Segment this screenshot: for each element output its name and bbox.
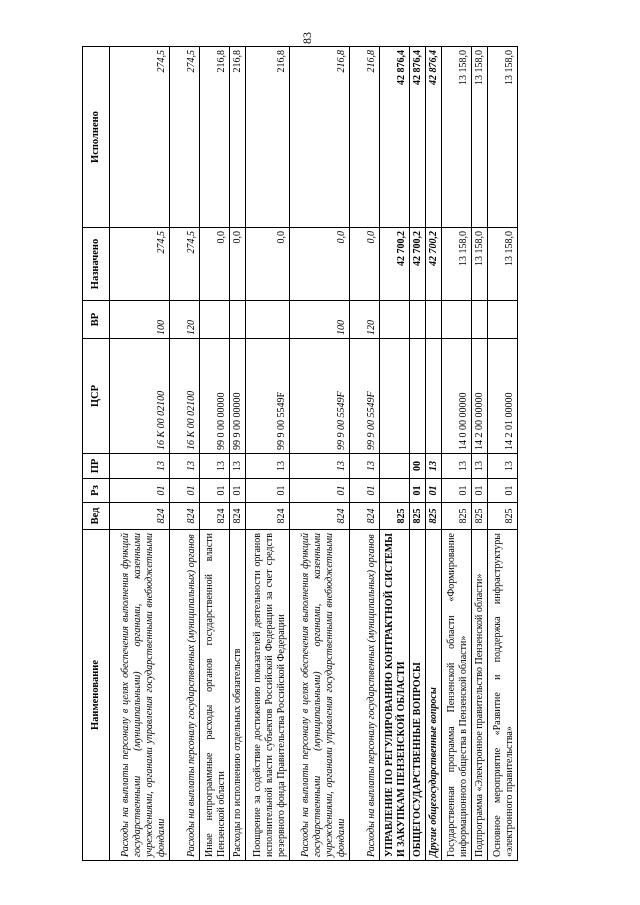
cell-csr: 99 0 00 00000 bbox=[200, 339, 230, 454]
cell-rz: 01 bbox=[472, 479, 488, 503]
cell-isp: 13 158,0 bbox=[488, 47, 518, 228]
cell-isp: 42 876,4 bbox=[380, 47, 410, 228]
cell-naz: 42 700,2 bbox=[426, 228, 442, 301]
cell-ved: 825 bbox=[472, 503, 488, 530]
cell-pr: 13 bbox=[488, 454, 518, 479]
cell-vr: 100 bbox=[110, 301, 170, 339]
cell-vr bbox=[230, 301, 246, 339]
cell-ved: 825 bbox=[426, 503, 442, 530]
cell-naz: 0,0 bbox=[230, 228, 246, 301]
cell-pr: 13 bbox=[230, 454, 246, 479]
cell-csr: 14 2 00 00000 bbox=[472, 339, 488, 454]
cell-naz: 0,0 bbox=[290, 228, 350, 301]
cell-pr: 13 bbox=[170, 454, 200, 479]
cell-naz: 13 158,0 bbox=[488, 228, 518, 301]
cell-vr bbox=[488, 301, 518, 339]
cell-naz: 274,5 bbox=[170, 228, 200, 301]
cell-vr bbox=[442, 301, 472, 339]
cell-name: Расходы на выплаты персоналу государственных (муниципальных) органов bbox=[170, 530, 200, 861]
cell-isp: 274,5 bbox=[170, 47, 200, 228]
cell-isp: 274,5 bbox=[110, 47, 170, 228]
cell-ved: 825 bbox=[410, 503, 426, 530]
cell-vr bbox=[246, 301, 290, 339]
cell-naz: 0,0 bbox=[350, 228, 380, 301]
cell-naz: 0,0 bbox=[200, 228, 230, 301]
table-row bbox=[472, 47, 488, 861]
table-row bbox=[442, 47, 472, 861]
header-pr: ПР bbox=[83, 454, 110, 479]
table-row bbox=[426, 47, 442, 861]
cell-csr bbox=[410, 339, 426, 454]
table-row bbox=[170, 47, 200, 861]
cell-isp: 216,8 bbox=[290, 47, 350, 228]
table-row bbox=[488, 47, 518, 861]
cell-ved: 824 bbox=[170, 503, 200, 530]
cell-rz: 01 bbox=[230, 479, 246, 503]
cell-isp: 13 158,0 bbox=[472, 47, 488, 228]
cell-pr: 00 bbox=[410, 454, 426, 479]
cell-rz: 01 bbox=[170, 479, 200, 503]
cell-rz: 01 bbox=[426, 479, 442, 503]
cell-pr: 13 bbox=[350, 454, 380, 479]
cell-ved: 825 bbox=[488, 503, 518, 530]
cell-rz: 01 bbox=[110, 479, 170, 503]
cell-rz: 01 bbox=[488, 479, 518, 503]
cell-name: Государственная программа Пензенской области «Формирование информационного общества в Пензенской области» bbox=[442, 530, 472, 861]
cell-name: Расходы на выплаты персоналу в целях обеспечения выполнения функций государственными (муниципальными) органами, казенными учреждениями, органами управления государственными внебюджетными фондами bbox=[290, 530, 350, 861]
cell-csr: 99 9 00 00000 bbox=[230, 339, 246, 454]
budget-table bbox=[82, 46, 518, 861]
table-row bbox=[350, 47, 380, 861]
table-row bbox=[200, 47, 230, 861]
cell-csr: 99 9 00 5549F bbox=[290, 339, 350, 454]
cell-rz: 01 bbox=[290, 479, 350, 503]
cell-ved: 824 bbox=[230, 503, 246, 530]
cell-vr bbox=[410, 301, 426, 339]
table-row bbox=[410, 47, 426, 861]
header-isp: Исполнено bbox=[83, 47, 110, 228]
cell-csr bbox=[426, 339, 442, 454]
table-row bbox=[110, 47, 170, 861]
cell-vr bbox=[472, 301, 488, 339]
cell-name: Иные непрограммные расходы органов государственной власти Пензенской области bbox=[200, 530, 230, 861]
header-name: Наименование bbox=[83, 530, 110, 861]
cell-csr: 99 9 00 5549F bbox=[246, 339, 290, 454]
cell-isp: 216,8 bbox=[230, 47, 246, 228]
cell-name: Расходы на выплаты персоналу в целях обеспечения выполнения функций государственными (муниципальными) органами, казенными учреждениями, органами управления государственными внебюджетными фондами bbox=[110, 530, 170, 861]
cell-rz bbox=[380, 479, 410, 503]
cell-naz: 0,0 bbox=[246, 228, 290, 301]
cell-vr: 120 bbox=[170, 301, 200, 339]
cell-csr: 16 К 00 02100 bbox=[170, 339, 200, 454]
header-ved: Вед bbox=[83, 503, 110, 530]
cell-csr: 14 0 00 00000 bbox=[442, 339, 472, 454]
table-row bbox=[246, 47, 290, 861]
cell-name: Основное мероприятие «Развитие и поддержка инфраструктуры «электронного правительства» bbox=[488, 530, 518, 861]
rotated-page bbox=[82, 47, 544, 861]
cell-naz: 42 700,2 bbox=[410, 228, 426, 301]
cell-pr: 13 bbox=[246, 454, 290, 479]
cell-ved: 824 bbox=[200, 503, 230, 530]
cell-vr: 120 bbox=[350, 301, 380, 339]
cell-ved: 824 bbox=[290, 503, 350, 530]
cell-name: Поощрение за содействие достижению показателей деятельности органов исполнительной власти субъектов Российской Федерации за счет средств резервного фонда Правительства Российской Федерации bbox=[246, 530, 290, 861]
cell-name: Другие общегосударственные вопросы bbox=[426, 530, 442, 861]
cell-pr: 13 bbox=[110, 454, 170, 479]
cell-isp: 42 876,4 bbox=[426, 47, 442, 228]
cell-naz: 13 158,0 bbox=[442, 228, 472, 301]
cell-name: Подпрограмма «Электронное правительство Пензенской области» bbox=[472, 530, 488, 861]
cell-pr: 13 bbox=[426, 454, 442, 479]
header-vr: ВР bbox=[83, 301, 110, 339]
cell-rz: 01 bbox=[246, 479, 290, 503]
cell-vr: 100 bbox=[290, 301, 350, 339]
table-row bbox=[230, 47, 246, 861]
table-row bbox=[290, 47, 350, 861]
header-row bbox=[83, 47, 110, 861]
cell-naz: 274,5 bbox=[110, 228, 170, 301]
cell-ved: 825 bbox=[442, 503, 472, 530]
cell-rz: 01 bbox=[442, 479, 472, 503]
cell-name: УПРАВЛЕНИЕ ПО РЕГУЛИРОВАНИЮ КОНТРАКТНОЙ СИСТЕМЫ И ЗАКУПКАМ ПЕНЗЕНСКОЙ ОБЛАСТИ bbox=[380, 530, 410, 861]
cell-pr: 13 bbox=[442, 454, 472, 479]
cell-naz: 42 700,2 bbox=[380, 228, 410, 301]
cell-csr bbox=[380, 339, 410, 454]
cell-pr: 13 bbox=[472, 454, 488, 479]
header-csr: ЦСР bbox=[83, 339, 110, 454]
cell-isp: 13 158,0 bbox=[442, 47, 472, 228]
cell-isp: 42 876,4 bbox=[410, 47, 426, 228]
cell-isp: 216,8 bbox=[246, 47, 290, 228]
cell-pr bbox=[380, 454, 410, 479]
cell-csr: 16 К 00 02100 bbox=[110, 339, 170, 454]
cell-vr bbox=[426, 301, 442, 339]
cell-name: Расходы на выплаты персоналу государственных (муниципальных) органов bbox=[350, 530, 380, 861]
cell-isp: 216,8 bbox=[200, 47, 230, 228]
cell-vr bbox=[200, 301, 230, 339]
cell-vr bbox=[380, 301, 410, 339]
cell-isp: 216,8 bbox=[350, 47, 380, 228]
cell-ved: 824 bbox=[246, 503, 290, 530]
cell-pr: 13 bbox=[290, 454, 350, 479]
cell-rz: 01 bbox=[350, 479, 380, 503]
cell-naz: 13 158,0 bbox=[472, 228, 488, 301]
header-rz: Рз bbox=[83, 479, 110, 503]
table-row bbox=[380, 47, 410, 861]
table-wrapper bbox=[82, 47, 544, 861]
cell-name: ОБЩЕГОСУДАРСТВЕННЫЕ ВОПРОСЫ bbox=[410, 530, 426, 861]
page-number: 83 bbox=[300, 32, 314, 44]
cell-ved: 824 bbox=[350, 503, 380, 530]
header-naz: Назначено bbox=[83, 228, 110, 301]
cell-name: Расходы по исполнению отдельных обязательств bbox=[230, 530, 246, 861]
cell-csr: 99 9 00 5549F bbox=[350, 339, 380, 454]
cell-ved: 824 bbox=[110, 503, 170, 530]
cell-pr: 13 bbox=[200, 454, 230, 479]
cell-rz: 01 bbox=[200, 479, 230, 503]
cell-ved: 825 bbox=[380, 503, 410, 530]
cell-rz: 01 bbox=[410, 479, 426, 503]
cell-csr: 14 2 01 00000 bbox=[488, 339, 518, 454]
